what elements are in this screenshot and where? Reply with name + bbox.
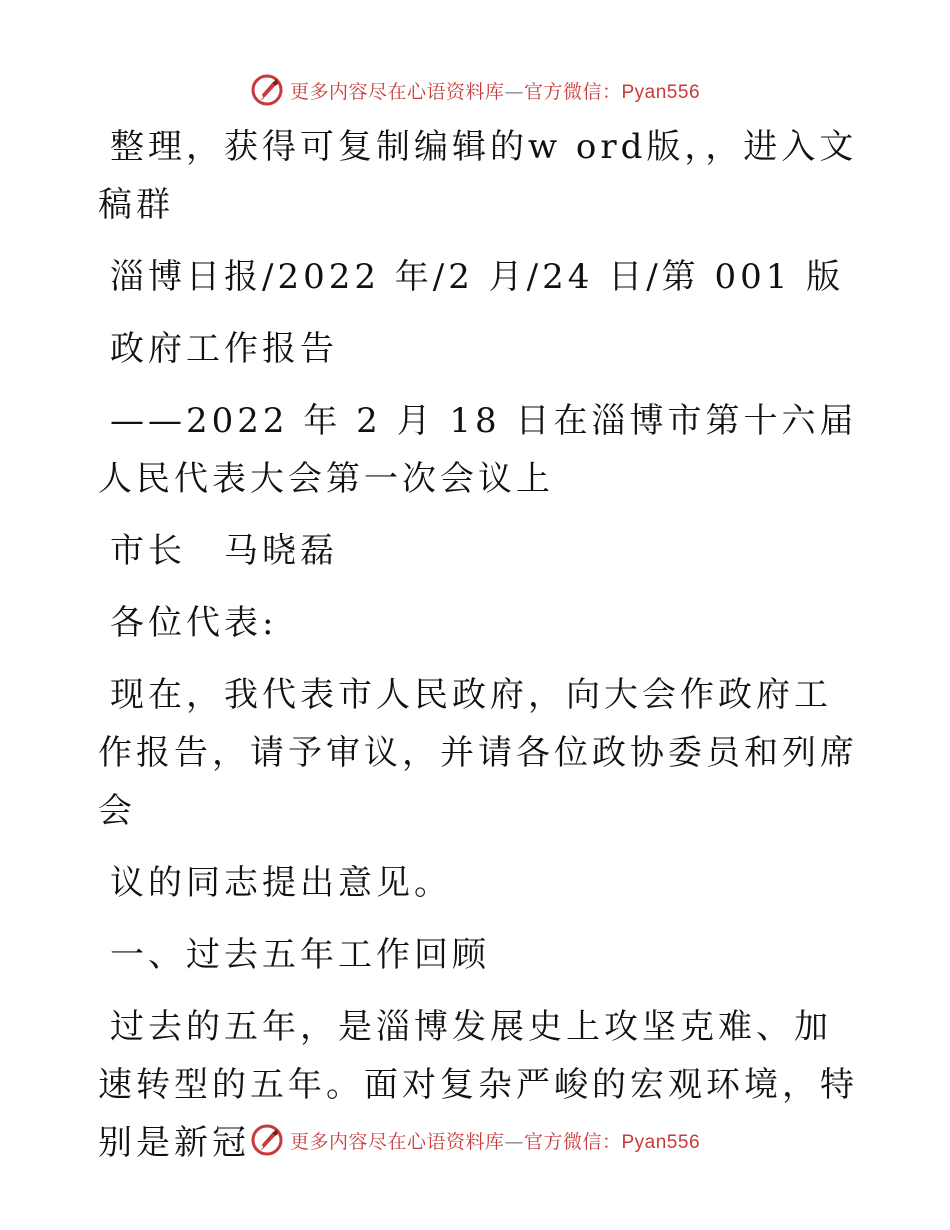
paragraph-subtitle: ——2022 年 2 月 18 日在淄博市第十六届人民代表大会第一次会议上 xyxy=(98,401,858,499)
paragraph-author: 市长 马晓磊 xyxy=(110,531,338,571)
paragraph-opening: 现在，我代表市人民政府，向大会作政府工作报告，请予审议，并请各位政协委员和列席会 xyxy=(98,675,858,831)
watermark-text xyxy=(290,77,700,104)
watermark-separator: — xyxy=(504,1130,524,1153)
watermark-wechat-label: 官方微信： xyxy=(523,1130,622,1153)
header-watermark xyxy=(0,70,950,110)
paragraph-opening-cont: 议的同志提出意见。 xyxy=(110,863,452,903)
watermark-text xyxy=(290,1127,700,1154)
paragraph-title: 政府工作报告 xyxy=(110,329,338,369)
document-body xyxy=(98,118,858,1184)
paragraph-source: 淄博日报/2022 年/2 月/24 日/第 001 版 xyxy=(110,257,845,297)
quill-pen-circle-icon xyxy=(250,73,284,107)
watermark-brand: 更多内容尽在心语资料库 xyxy=(289,1130,505,1153)
paragraph-review: 过去的五年，是淄博发展史上攻坚克难、加速转型的五年。面对复杂严峻的宏观环境，特别是新冠 xyxy=(98,1007,858,1163)
watermark-brand: 更多内容尽在心语资料库 xyxy=(289,80,505,103)
watermark-separator: — xyxy=(504,80,524,103)
watermark-wechat-id: Pyan556 xyxy=(621,1131,701,1153)
paragraph-section-heading: 一、过去五年工作回顾 xyxy=(110,935,490,975)
watermark-wechat-id: Pyan556 xyxy=(621,81,701,103)
watermark-wechat-label: 官方微信： xyxy=(523,80,622,103)
footer-watermark xyxy=(0,1120,950,1160)
paragraph-intro: 整理，获得可复制编辑的w ord版，，进入文稿群 xyxy=(98,127,858,225)
paragraph-salutation: 各位代表: xyxy=(110,603,278,643)
quill-pen-circle-icon xyxy=(250,1123,284,1157)
